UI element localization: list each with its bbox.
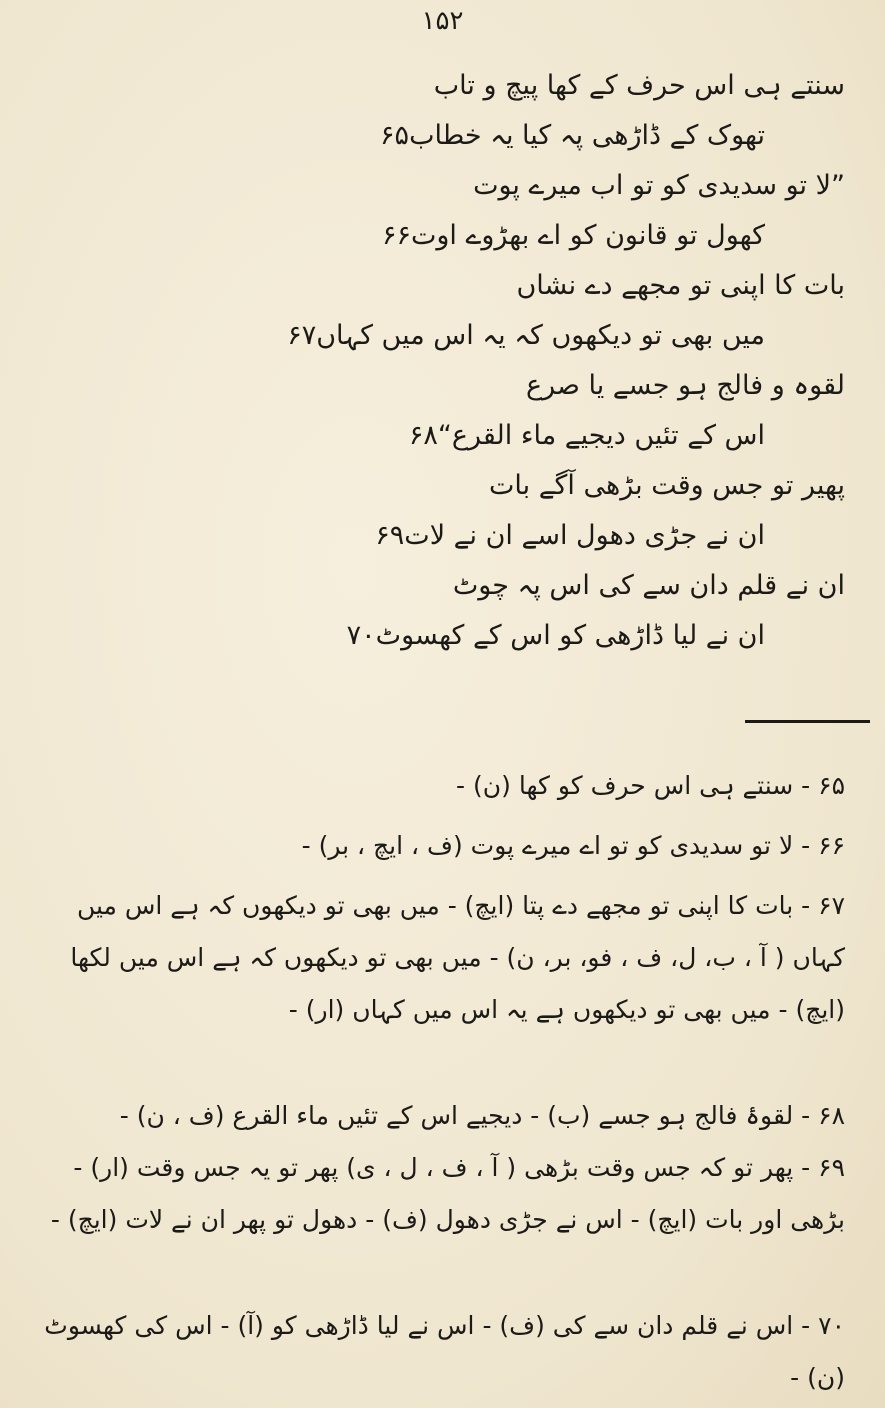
page-number: ۱۵۲ bbox=[421, 6, 464, 36]
verse-line-6: میں بھی تو دیکھوں کہ یہ اس میں کہاں۶۷ bbox=[287, 320, 765, 351]
verse-line-8: اس کے تئیں دیجیے ماء القرع“۶۸ bbox=[408, 420, 765, 451]
verse-line-9: پھیر تو جس وقت بڑھی آگے بات bbox=[488, 470, 845, 501]
verse-line-11: ان نے قلم دان سے کی اس پہ چوٹ bbox=[452, 570, 845, 601]
verse-line-3: ”لا تو سدیدی کو تو اب میرے پوت bbox=[473, 170, 845, 201]
verse-line-12: ان نے لیا ڈاڑھی کو اس کے کھسوٹ۷۰ bbox=[346, 620, 765, 651]
verse-line-10: ان نے جڑی دھول اسے ان نے لات۶۹ bbox=[375, 520, 765, 551]
verse-line-2: تھوک کے ڈاڑھی پہ کیا یہ خطاب۶۵ bbox=[380, 120, 765, 151]
verse-line-4: کھول تو قانون کو اے بھڑوے اوت۶۶ bbox=[381, 220, 765, 251]
footnote-69: ۶۹ - پھر تو کہ جس وقت بڑھی ( آ ، ف ، ل ، ی) پھر تو یہ جس وقت (ار) - بڑھی اور بات (ایچ) - اس نے جڑی دھول (ف) - دھول تو پھر ان نے لات (ایچ) - bbox=[50, 1153, 845, 1234]
verse-line-1: سنتے ہی اس حرف کے کھا پیچ و تاب bbox=[433, 70, 845, 101]
verse-line-7: لقوہ و فالج ہو جسے یا صرع bbox=[525, 370, 845, 401]
footnote-67: ۶۷ - بات کا اپنی تو مجھے دے پتا (ایچ) - میں بھی تو دیکھوں کہ ہے اس میں کہاں ( آ ، ب، ل، ف ، فو، بر، ن) - میں بھی تو دیکھوں کہ ہے اس میں لکھا (ایچ) - میں بھی تو دیکھوں ہے یہ اس میں کہاں (ار) - bbox=[70, 891, 845, 1024]
footnote-66: ۶۶ - لا تو سدیدی کو تو اے میرے پوت (ف ، ایچ ، بر) - bbox=[301, 831, 845, 860]
footnote-70: ۷۰ - اس نے قلم دان سے کی (ف) - اس نے لیا ڈاڑھی کو (آ) - اس کی کھسوٹ (ن) - bbox=[44, 1311, 845, 1392]
footnote-68: ۶۸ - لقوۂ فالج ہو جسے (ب) - دیجیے اس کے تئیں ماء القرع (ف ، ن) - bbox=[119, 1101, 845, 1130]
verse-line-5: بات کا اپنی تو مجھے دے نشاں bbox=[516, 270, 845, 301]
footnote-divider bbox=[745, 720, 870, 723]
footnote-65: ۶۵ - سنتے ہی اس حرف کو کھا (ن) - bbox=[456, 771, 845, 800]
